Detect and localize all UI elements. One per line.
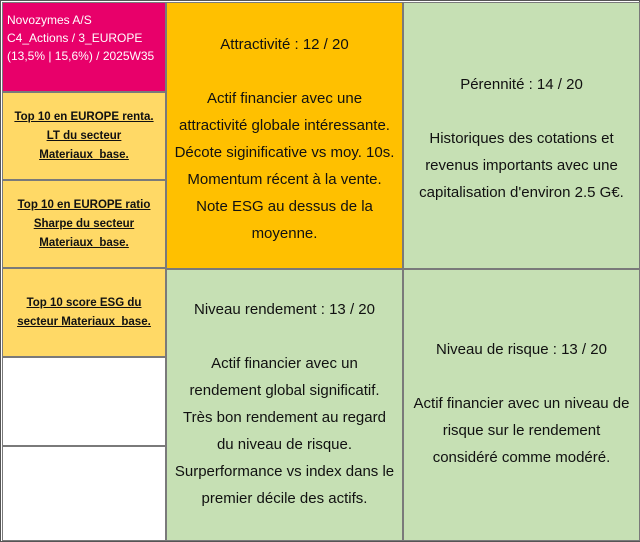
rendement-line: Très bon rendement au regard bbox=[183, 409, 386, 426]
tag-top10-sharpe bbox=[2, 180, 166, 268]
tag-line: Sharpe du secteur bbox=[33, 217, 135, 230]
attractivite-line: Actif financier avec une bbox=[206, 90, 363, 107]
rendement-panel bbox=[166, 269, 403, 541]
asset-stats: (13,5% | 15,6%) / 2025W35 bbox=[7, 49, 155, 63]
company-name: Novozymes A/S bbox=[7, 13, 92, 27]
tag-line: Materiaux_base. bbox=[39, 148, 129, 161]
perennite-panel bbox=[403, 2, 640, 269]
tag-line: Top 10 score ESG du bbox=[26, 296, 142, 309]
perennite-title: Pérennité : 14 / 20 bbox=[460, 76, 583, 93]
perennite-line: revenus importants avec une bbox=[425, 157, 618, 174]
tag-line: secteur Materiaux_base. bbox=[17, 315, 151, 328]
attractivite-line: Décote siginificative vs moy. 10s. bbox=[174, 144, 395, 161]
rendement-line: Actif financier avec un bbox=[211, 355, 358, 372]
rendement-line: rendement global significatif. bbox=[189, 382, 380, 399]
empty-tag-slot bbox=[2, 357, 166, 446]
attractivite-line: Note ESG au dessus de la bbox=[196, 198, 373, 215]
rendement-line: Surperformance vs index dans le bbox=[174, 463, 395, 480]
rendement-line: du niveau de risque. bbox=[216, 436, 353, 453]
empty-tag-slot bbox=[2, 446, 166, 541]
tag-top10-renta bbox=[2, 92, 166, 180]
tag-line: Top 10 en EUROPE renta. bbox=[14, 110, 154, 123]
perennite-line: capitalisation d'environ 2.5 G€. bbox=[419, 184, 624, 201]
rendement-line: premier décile des actifs. bbox=[201, 490, 368, 507]
attractivite-panel bbox=[166, 2, 403, 269]
attractivite-line: Momentum récent à la vente. bbox=[187, 171, 382, 188]
rendement-title: Niveau rendement : 13 / 20 bbox=[194, 301, 375, 318]
tag-line: LT du secteur bbox=[46, 129, 122, 142]
tag-line: Top 10 en EUROPE ratio bbox=[17, 198, 151, 211]
asset-header bbox=[2, 2, 166, 92]
risque-line: considéré comme modéré. bbox=[432, 449, 611, 466]
risque-title: Niveau de risque : 13 / 20 bbox=[436, 341, 607, 358]
tag-line: Materiaux_base. bbox=[39, 236, 129, 249]
attractivite-line: attractivité globale intéressante. bbox=[179, 117, 390, 134]
attractivite-title: Attractivité : 12 / 20 bbox=[220, 36, 349, 53]
risque-line: Actif financier avec un niveau de bbox=[413, 395, 630, 412]
perennite-line: Historiques des cotations et bbox=[429, 130, 614, 147]
asset-category: C4_Actions / 3_EUROPE bbox=[7, 31, 143, 45]
risque-panel bbox=[403, 269, 640, 541]
tag-top10-esg bbox=[2, 268, 166, 357]
attractivite-line: moyenne. bbox=[251, 225, 318, 242]
risque-line: risque sur le rendement bbox=[442, 422, 601, 439]
